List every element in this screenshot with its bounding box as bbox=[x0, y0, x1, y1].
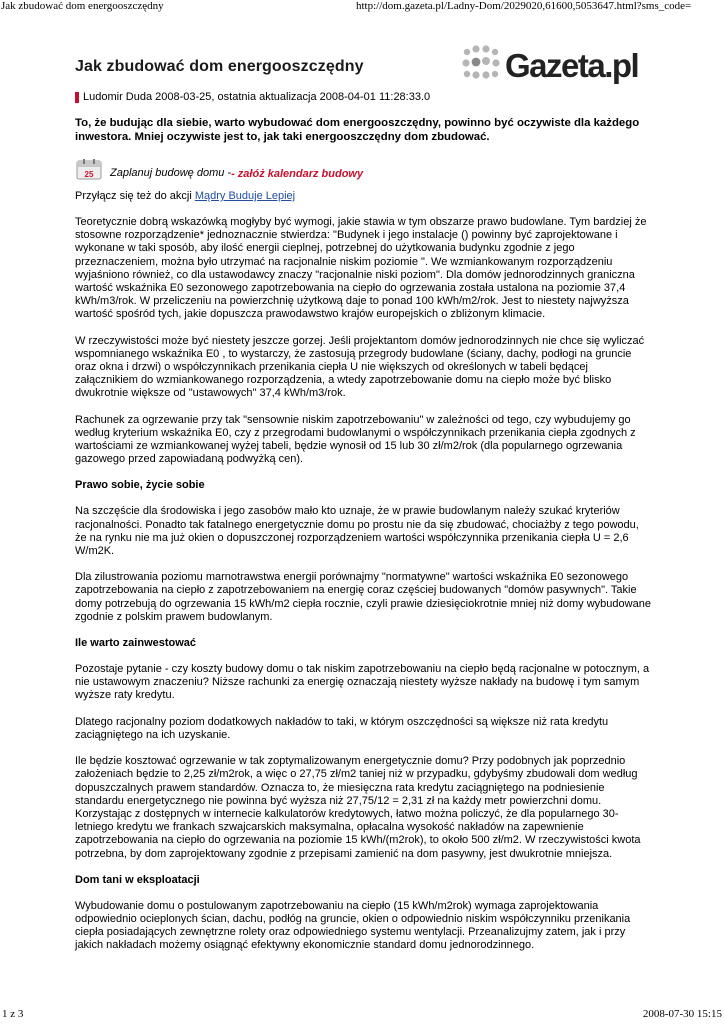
paragraph-9: Wybudowanie domu o postulowanym zapotrzebowaniu na ciepło (15 kWh/m2rok) wymaga zaprojektowania odpowiednio ocieplonych ścian, dachu, podłóg na gruncie, okien o odpowiednio niskim współczynniku przenikania ciepła posiadających zewnętrzne rolety oraz odpowiedniego systemu wentylacji. Przeanalizujmy zatem, jak i przy jakich nakładach możemy osiągnąć efektywny ekonomicznie standard domu jednorodzinnego. bbox=[75, 899, 631, 952]
page-number: 1 z 3 bbox=[2, 1008, 24, 1020]
calendar-promo bbox=[75, 156, 653, 180]
join-campaign bbox=[75, 190, 653, 203]
section-heading-prawo: Prawo sobie, życie sobie bbox=[75, 479, 205, 492]
paragraph-7: Dlatego racjonalny poziom dodatkowych nakładów to taki, w którym oszczędności są większe niż rata kredytu zaciągniętego na ich uzyskanie. bbox=[75, 715, 609, 741]
paragraph-6: Pozostaje pytanie - czy koszty budowy domu o tak niskim zapotrzebowaniu na ciepło będą racjonalne w potocznym, a nie ustawowym znaczeniu? Niższe rachunki za energię oznaczają niestety wyższe nakłady na budowę i tym samym wyższe raty kredytu. bbox=[75, 663, 650, 702]
article-title: Jak zbudować dom energooszczędny bbox=[75, 58, 364, 75]
meta-marker-icon bbox=[75, 92, 79, 103]
print-header-url: http://dom.gazeta.pl/Ladny-Dom/2029020,61600,5053647.html?sms_code= bbox=[356, 0, 692, 12]
join-campaign-text: Przyłącz się też do akcji bbox=[75, 190, 195, 202]
paragraph-1: Teoretycznie dobrą wskazówką mogłyby być wymogi, jakie stawia w tym obszarze prawo budowlane. Tym bardziej że stosowne rozporządzenie* jednoznacznie stwierdza: "Budynek i jego instalacje () powinny być zaprojektowane i wykonane w taki sposób, aby ilość energii cieplnej, potrzebnej do użytkowania budynku zgodnie z jego przeznaczeniem, można było utrzymać na racjonalnie niskim poziomie ". We wzmiankowanym rozporządzeniu wyjaśniono również, co dla ustawodawcy znaczy "racjonalnie niski poziom". Dla domów jednorodzinnych graniczna wartość wskaźnika E0 sezonowego zapotrzebowania na ciepło do ogrzewania została ustalona na poziomie 37,4 kWh/m3/rok. W przeliczeniu na powierzchnię użytkową daje to ponad 100 kWh/m2/rok. Jest to niestety najwyższa wartość spośród tych, jakie dopuszcza prawodawstwo krajów europejskich o zbliżonym klimacie. bbox=[75, 216, 647, 321]
print-datetime: 2008-07-30 15:15 bbox=[642, 1008, 722, 1020]
calendar-icon bbox=[74, 158, 104, 180]
paragraph-3: Rachunek za ogrzewanie przy tak "sensownie niskim zapotrzebowaniu" w zależności od tego, czy wybudujemy go według kryterium wskaźnika E0, czy z przegrodami budowlanymi o współczynnikach przenikania ciepła zgodnych z wartościami ze wzmiankowanej wyżej tabeli, będzie wynosił od 15 lub 30 zł/m2/rok (dla popularnego ogrzewania gazowego przed zapowiadaną podwyżką cen). bbox=[75, 413, 636, 466]
section-heading-warto: Ile warto zainwestować bbox=[75, 637, 197, 650]
paragraph-4: Na szczęście dla środowiska i jego zasobów mało kto uznaje, że w prawie budowlanym należy szukać kryteriów racjonalności. Ponadto tak fatalnego energetycznie domu po prostu nie da się zbudować, chociażby z tego powodu, że na rynku nie ma już okien o dopuszczonej rozporządzeniem wartości współczynnika przenikania ciepła U = 2,6 W/m2K. bbox=[75, 505, 639, 558]
print-header bbox=[0, 0, 724, 14]
section-heading-dom: Dom tani w eksploatacji bbox=[75, 873, 200, 886]
article-byline: Ludomir Duda 2008-03-25, ostatnia aktualizacja 2008-04-01 11:28:33.0 bbox=[83, 91, 431, 103]
svg-text:Gazeta.pl: Gazeta.pl bbox=[505, 47, 639, 84]
paragraph-8: Ile będzie kosztować ogrzewanie w tak zoptymalizowanym energetycznie domu? Przy podobnych jak poprzednio założeniach będzie to 2,25 zł/m2rok, a więc o 27,75 zł/m2 taniej niż w przypadku, gdybyśmy zbudowali dom według dopuszczalnych prawem standardów. Oznacza to, że miesięczna rata kredytu zaciągniętego na podniesienie standardu energetycznego nie powinna być wyższa niż 27,75/12 = 2,31 zł na każdy metr powierzchni domu. Korzystając z dostępnych w internecie kalkulatorów kredytowych, łatwo można policzyć, że dla popularnego 30-letniego kredytu we frankach szwajcarskich maksymalna, opłacalna wysokość nakładów na zapewnienie zapotrzebowania na ciepło do ogrzewania na poziomie 15 kWh/(m2rok), to około 500 zł/m2. W rzeczywistości kwota potrzebna, by dom zaprojektowany zgodnie z przepisami zamienić na dom pasywny, jest dwukrotnie mniejsza. bbox=[75, 755, 641, 860]
paragraph-2: W rzeczywistości może być niestety jeszcze gorzej. Jeśli projektantom domów jednorodzinnych nie chce się wyliczać wspomnianego wskaźnika E0 , to wystarczy, że zastosują przegrody budowlane (ściany, dachy, podłogi na gruncie oraz okna i drzwi) o współczynnikach przenikania ciepła U nie większych od określonych w tabeli będącej załącznikiem do wzmiankowanego rozporządzenia, a wtedy zapotrzebowanie domu na ciepło może być blisko dwukrotnie większe od "ustawowych" 37,4 kWh/m3/rok. bbox=[75, 334, 645, 400]
campaign-link[interactable]: Mądry Buduje Lepiej bbox=[194, 190, 296, 202]
paragraph-5: Dla zilustrowania poziomu marnotrawstwa energii porównajmy "normatywne" wartości wskaźnika E0 sezonowego zapotrzebowania na ciepło z zapotrzebowaniem na energię coraz częściej budowanych "domów pasywnych". Takie domy potrzebują do ogrzewania 15 kWh/m2 ciepła rocznie, czyli prawie dziesięciokrotnie mniej niż domy wybudowane zgodnie z polskim prawem budowlanym. bbox=[75, 571, 651, 623]
print-header-title: Jak zbudować dom energooszczędny bbox=[1, 0, 164, 12]
calendar-promo-text: Zaplanuj budowę domu - bbox=[110, 167, 232, 179]
article bbox=[75, 57, 653, 953]
calendar-link[interactable]: - załóż kalendarz budowy bbox=[231, 168, 364, 180]
article-meta bbox=[75, 91, 653, 104]
article-lead: To, że budując dla siebie, warto wybudować dom energooszczędny, powinno być oczywiste dla każdego inwestora. Mniej oczywiste jest to, jak taki energooszczędny dom zbudować. bbox=[75, 117, 640, 143]
print-footer bbox=[0, 1008, 724, 1024]
svg-text:25: 25 bbox=[84, 170, 94, 179]
